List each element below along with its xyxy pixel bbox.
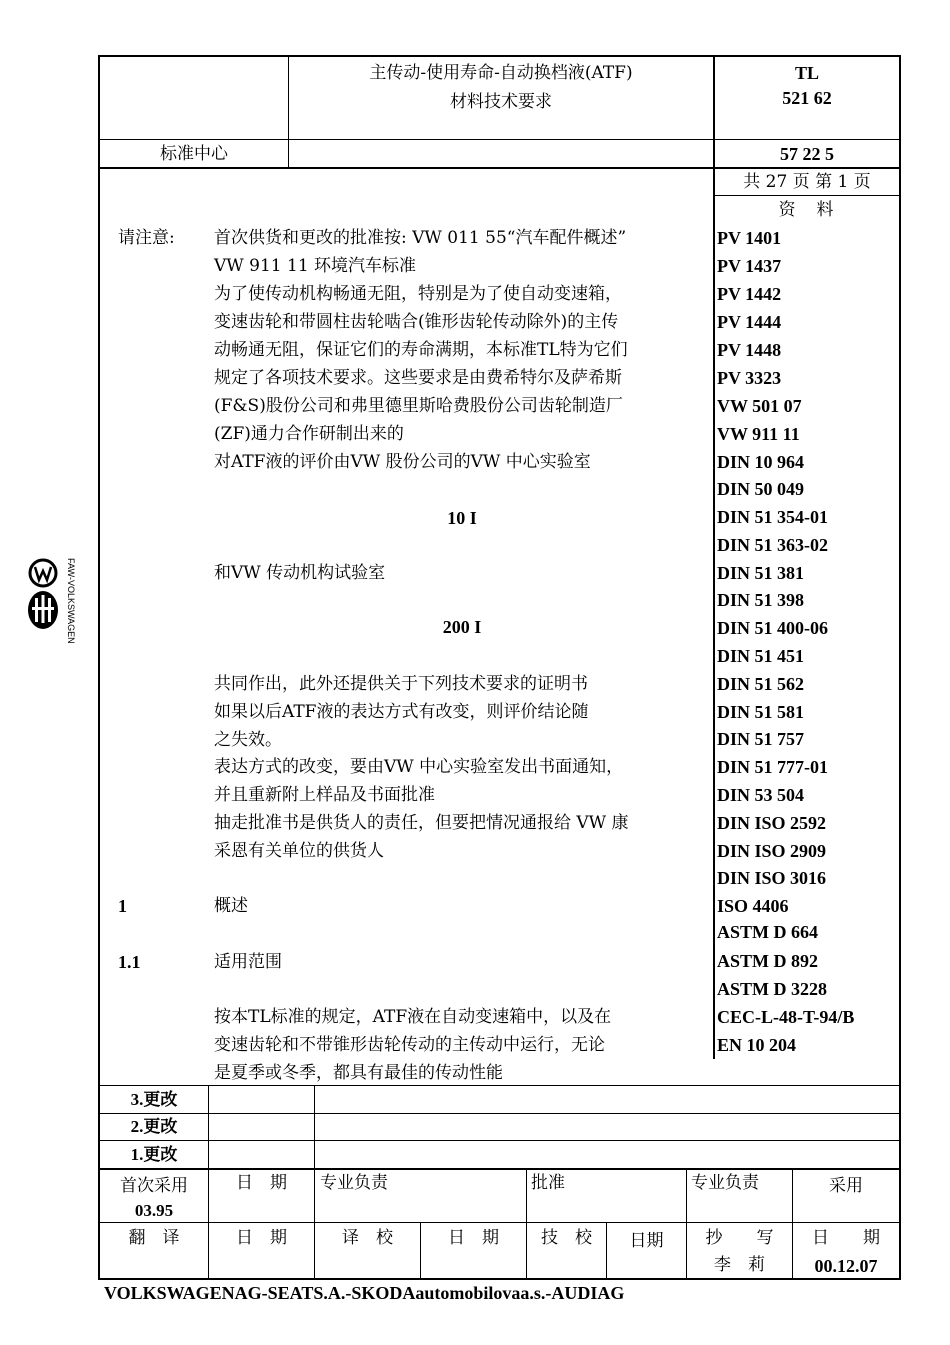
body-line: 抽走批准书是供货人的责任，但要把情况通报给 VW 康: [214, 813, 629, 833]
copier-name: 李 莉: [714, 1255, 765, 1275]
first-use-label: 首次采用: [120, 1176, 188, 1196]
reference-item: PV 1448: [717, 340, 782, 360]
reference-item: ASTM D 3228: [717, 979, 828, 999]
body-line: 表达方式的改变，要由VW 中心实验室发出书面通知，: [214, 757, 624, 777]
change-3-label: 3.更改: [130, 1090, 178, 1109]
body-line: 共同作出，此外还提供关于下列技术要求的证明书: [214, 674, 588, 694]
body-line: 动畅通无阻，保证它们的寿命满期，本标准TL特为它们: [214, 340, 628, 360]
reference-item: DIN ISO 2592: [717, 813, 827, 833]
date-label-3: 日 期: [448, 1228, 499, 1248]
reference-item: PV 3323: [717, 368, 782, 388]
reference-item: DIN 51 451: [717, 646, 805, 666]
reference-item: PV 1437: [717, 256, 782, 276]
adopt-label: 采用: [829, 1176, 863, 1196]
page-count: 共 27 页 第 1 页: [743, 172, 871, 192]
reference-item: VW 911 11: [717, 424, 800, 444]
reference-item: DIN 51 381: [717, 563, 805, 583]
section-title: 概述: [214, 896, 248, 916]
body-line: 之失效。: [214, 730, 282, 750]
centered-value: 200 I: [442, 617, 482, 637]
reference-item: ISO 4406: [717, 896, 789, 916]
body-line: 按本TL标准的规定，ATF液在自动变速箱中，以及在: [214, 1007, 612, 1027]
reference-item: DIN 51 562: [717, 674, 805, 694]
section-title: 适用范围: [214, 952, 282, 972]
proof-label: 译 校: [342, 1228, 393, 1248]
doc-code: 57 22 5: [780, 144, 834, 164]
reference-item: ASTM D 664: [717, 922, 819, 942]
doc-title: 主传动-使用寿命-自动换档液(ATF): [369, 63, 633, 83]
reference-item: DIN 51 398: [717, 590, 805, 610]
body-line: 首次供货和更改的批准按: VW 011 55“汽车配件概述”: [214, 228, 627, 248]
reference-item: DIN 51 363-02: [717, 535, 828, 555]
faw-volkswagen-logo: [24, 555, 76, 650]
date-label-2: 日 期: [236, 1228, 287, 1248]
company-line: VOLKSWAGENAG-SEATS.A.-SKODAautomobilovaa.s.-AUDIAG: [104, 1283, 625, 1303]
reference-item: DIN 53 504: [717, 785, 805, 805]
first-use-date: 03.95: [134, 1201, 174, 1220]
reference-item: DIN 51 581: [717, 702, 805, 722]
date-label-5: 日 期: [812, 1228, 880, 1248]
doc-subtitle: 材料技术要求: [450, 92, 552, 112]
reference-item: DIN 51 757: [717, 729, 805, 749]
body-line: 是夏季或冬季，都具有最佳的传动性能: [214, 1063, 503, 1083]
body-line: 为了使传动机构畅通无阻，特别是为了使自动变速箱，: [214, 284, 622, 304]
reference-item: VW 501 07: [717, 396, 802, 416]
reference-header: 资 料: [778, 200, 836, 220]
body-line: 变速齿轮和不带锥形齿轮传动的主传动中运行，无论: [214, 1035, 605, 1055]
body-line: 规定了各项技术要求。这些要求是由费希特尔及萨希斯: [214, 368, 622, 388]
reference-item: PV 1401: [717, 228, 782, 248]
body-line: (F&S)股份公司和弗里德里斯哈费股份公司齿轮制造厂: [214, 396, 623, 416]
body-line: 采恩有关单位的供货人: [214, 841, 384, 861]
change-1-label: 1.更改: [130, 1145, 178, 1164]
body-line: 变速齿轮和带圆柱齿轮啮合(锥形齿轮传动除外)的主传: [214, 312, 619, 332]
approve-label: 批准: [531, 1173, 565, 1193]
section-number: 1.1: [118, 952, 141, 972]
reference-item: DIN 51 400-06: [717, 618, 828, 638]
body-line: 并且重新附上样品及书面批准: [214, 785, 435, 805]
body-line: (ZF)通力合作研制出来的: [214, 424, 404, 444]
date-label-4: 日期: [629, 1231, 664, 1251]
reference-item: DIN 51 777-01: [717, 757, 828, 777]
date-label: 日 期: [236, 1173, 287, 1193]
centered-value: 10 I: [447, 508, 477, 528]
reference-item: DIN ISO 3016: [717, 868, 827, 888]
body-line: 和VW 传动机构试验室: [214, 563, 386, 583]
reference-item: DIN 51 354-01: [717, 507, 828, 527]
logo-text: FAW-VOLKSWAGEN: [66, 558, 76, 644]
reference-item: ASTM D 892: [717, 951, 819, 971]
tech-check-label: 技 校: [541, 1228, 592, 1248]
doc-type: TL: [794, 63, 819, 83]
section-number: 1: [118, 896, 127, 916]
reference-item: PV 1442: [717, 284, 782, 304]
date-value: 00.12.07: [814, 1256, 878, 1276]
body-line: 如果以后ATF液的表达方式有改变，则评价结论随: [214, 702, 589, 722]
translate-label: 翻 译: [128, 1228, 180, 1248]
reference-item: DIN ISO 2909: [717, 841, 827, 861]
prof-resp-label-2: 专业负责: [691, 1173, 759, 1193]
copy-label: 抄 写: [705, 1228, 774, 1248]
dept-label: 标准中心: [160, 144, 228, 164]
body-line: VW 911 11 环境汽车标准: [214, 256, 417, 276]
reference-item: PV 1444: [717, 312, 782, 332]
reference-item: EN 10 204: [717, 1035, 797, 1055]
reference-item: CEC-L-48-T-94/B: [717, 1007, 855, 1027]
body-line: 对ATF液的评价由VW 股份公司的VW 中心实验室: [214, 452, 591, 472]
change-2-label: 2.更改: [130, 1117, 178, 1136]
reference-item: DIN 50 049: [717, 479, 805, 499]
reference-item: DIN 10 964: [717, 452, 805, 472]
prof-resp-label: 专业负责: [320, 1173, 388, 1193]
doc-number: 521 62: [782, 88, 832, 108]
note-label: 请注意:: [118, 228, 175, 248]
